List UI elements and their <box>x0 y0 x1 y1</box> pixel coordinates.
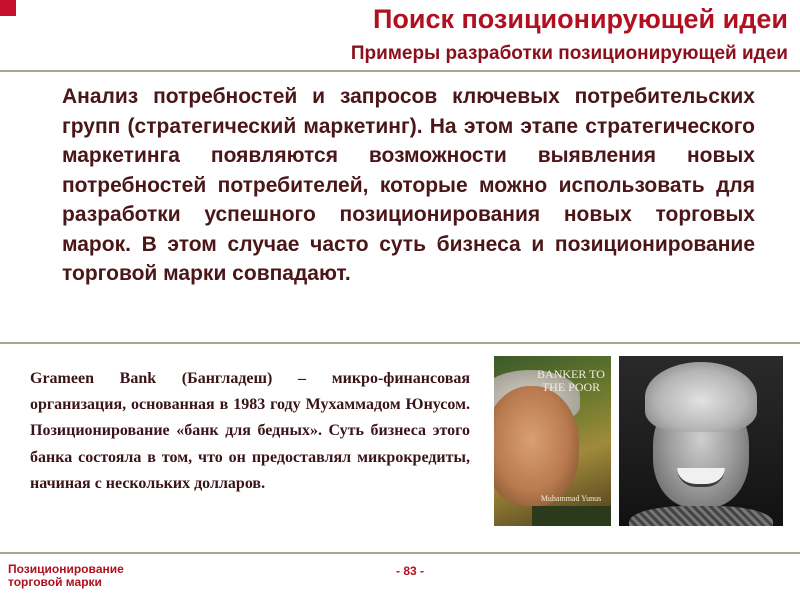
bottom-divider <box>0 552 800 554</box>
portrait-photo <box>619 356 783 526</box>
book-title: BANKER TO THE POOR <box>537 367 605 394</box>
main-paragraph: Анализ потребностей и запросов ключевых потребительских групп (стратегический маркетинг). На этом этапе стратегического маркетинга появляются возможности выявления новых потребностей потребителей, которые можно использовать для разработки успешного позиционирования новых торговых марок. В этом случае часто суть бизнеса и позиционирование торговой марки совпадают. <box>62 85 755 285</box>
page-number: - 83 - <box>395 564 424 578</box>
top-divider <box>0 70 800 72</box>
corner-accent-square <box>0 0 16 16</box>
book-cover-stripe <box>532 506 611 526</box>
book-cover-image <box>494 356 611 526</box>
middle-divider <box>0 342 800 344</box>
page-title: Поиск позиционирующей идеи <box>372 4 788 34</box>
page-subtitle: Примеры разработки позиционирующей идеи <box>350 43 788 64</box>
case-paragraph: Grameen Bank (Бангладеш) – микро-финансовая организация, основанная в 1983 году Мухаммадом Юнусом. Позиционирование «банк для бедных». Суть бизнеса этого банка состояла в том, что он предоставлял микрокредиты, начиная с нескольких долларов. <box>30 370 470 492</box>
book-author: Muhammad Yunus <box>540 494 602 503</box>
book-cover-face <box>494 386 579 506</box>
footer-label: Позиционировaние торговой марки <box>8 562 124 589</box>
portrait-hair <box>645 362 757 432</box>
portrait-shirt <box>629 506 773 526</box>
